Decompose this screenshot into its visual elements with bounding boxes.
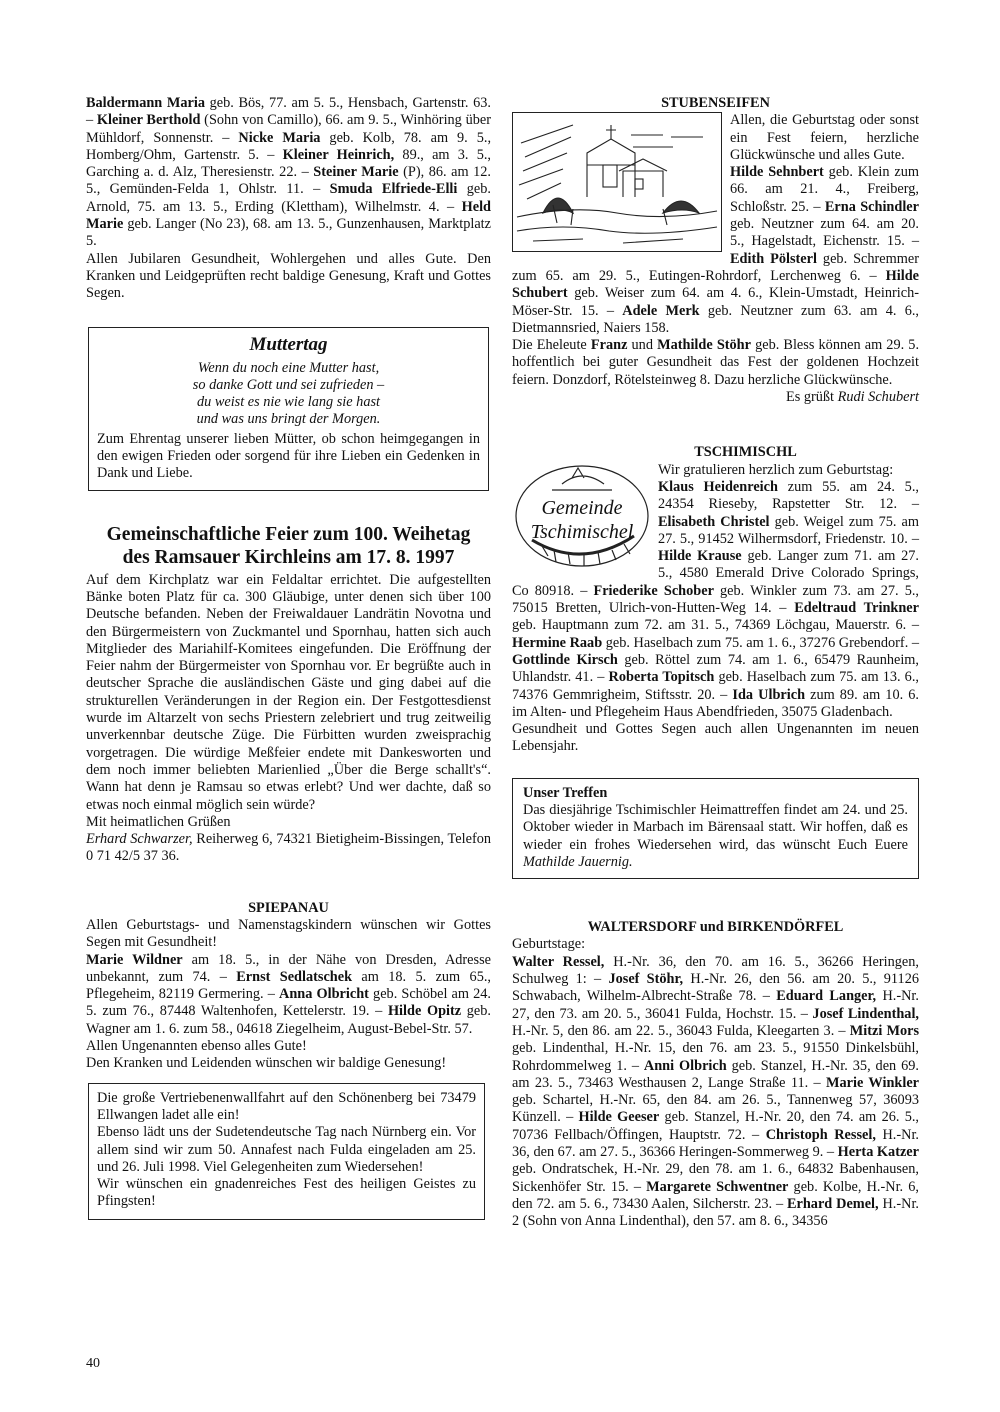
stubenseifen-signature: Es grüßt Rudi Schubert [785,389,919,406]
wallfahrt-text-2: Ebenso lädt uns der Sudetendeutsche Tag nach Nürnberg ein. Vor allem sind wir zum 50. Annafest nach Fulda eingeladen am 25. und 26. Juli 1998. Viel Gelegenheiten zum Wiedersehen! [97,1124,476,1175]
author-name: Rudi Schubert [837,389,919,406]
birthday-list-intro: Baldermann Maria geb. Bös, 77. am 5. 5., Hensbach, Gartenstr. 63. – Kleiner Berthold (Sohn von Camillo), 66. am 9. 5., Winhöring über Mühldorf, Sonnenstr. – Nicke Maria geb. Kolb, 78. am 9. 5., Homberg/Ohm, Gartenstr. 5. – Kleiner Heinrich, 89., am 3. 5., Garching a. d. Alz, Theresienstr. 22. – Steiner Marie (P), 86. am 12. 5., Gemünden-Felda 1, Ohlstr. 11. – Smuda Elfriede-Elli geb. Arnold, 75. am 13. 5., Erding (Klettham), Wilhelmstr. 4. – Held Marie geb. Langer (No 23), 68. am 13. 5., Gunzenhausen, Marktplatz 5. [86,95,492,250]
person-name: Ernst Sedlatschek [236,968,353,985]
waltersdorf-heading: WALTERSDORF und BIRKENDÖRFEL [587,919,844,936]
muttertag-box [88,327,489,491]
feier-body: Auf dem Kirchplatz war ein Feldaltar errichtet. Die aufgestellten Bänke boten Platz für ca. 300 Gläubige, unter denen sich über 100 Deutsche befanden. Neben der Freiwaldauer Landrätin Novotna und den Bürgermeistern von Zuckmantel und Spornhau, hatten sich auch Mitglieder des Mariahilf-Komitees eingefunden. Die Eröffnung der Feier nahm der Bürgermeister von Spornhau vor. Er begrüßte auch in deutscher Sprache die ausländischen Gäste und ging dabei auf die strukturellen Veränderungen in der Region ein. Der Festgottesdienst wurde im Altarzelt von sechs Priestern zelebriert und trug zeitweilig unverkennbar deutsche Züge. Die Fürbitten wurden zweisprachig vorgetragen. Die würdige Meßfeier endete mit Dankesworten und dem noch immer beliebten Marienlied „Über die Berge schallt's“. Wann hat denn je Ramsau so etwas erlebt? Und wer dachte, daß so etwas noch einmal möglich sein würde? [86,571,491,813]
tschimischl-list: Wir gratulieren herzlich zum Geburtstag: Klaus Heidenreich zum 55. am 24. 5., 24354 Rieseby, Rapstetter Str. 12. – Elisabeth Christel geb. Weigel zum 75. am 27. 5., 91452 Wilhermsdorf, Friedenstr. 10. – Hilde Krause geb. Langer zum 71. am 27. 5., 4580 Emerald Drive Colorado Springs, Co 80918. – Friederike Schober geb. Winkler zum 73. am 27. 5., 75015 Bretten, Ulrich-von-Hutten-Weg 14. – Edeltraud Trinkner geb. Hauptmann zum 72. am 31. 5., 74369 Löchgau, Mauerstr. 6. – Hermine Raab geb. Haselbach zum 75. am 1. 6., 37276 Grebendorf. – Gottlinde Kirsch geb. Röttel zum 74. am 1. 6., 65479 Raunheim, Uhlandstr. 41. – Roberta Topitsch geb. Haselbach zum 75. am 13. 6., 74376 Gemmrigheim, Stiftsstr. 20. – Ida Ulbrich zum 89. am 10. 6. im Alten- und Pflegeheim Haus Abendfrieden, 35075 Gladenbach. [512,461,920,720]
spiepanau-line1: Allen Ungenannten ebenso alles Gute! [86,1038,307,1055]
person-name: Franz [590,337,628,354]
muttertag-poem: Wenn du noch eine Mutter hast, so danke Gott und sei zufrieden – du weist es nie wie lang sie hast und was uns bringt der Morgen. [192,359,385,428]
person-name: Christoph Ressel, [765,1126,876,1143]
person-name: Hermine Raab [512,634,603,651]
right-column [512,95,919,1231]
person-name: Ida Ulbrich [732,686,806,703]
church-illustration [512,112,722,252]
muttertag-text: Zum Ehrentag unserer lieben Mütter, ob schon heimgegangen in den ewigen Frieden oder sorgend für ihre Lieben ein Gedenken in Dank und Liebe. [97,430,480,482]
spiepanau-heading: SPIEPANAU [248,899,329,916]
person-name: Edeltraud Trinkner [794,600,919,617]
person-name: Friederike Schober [593,582,714,599]
person-name: Anna Olbricht [279,986,369,1003]
person-name: Josef Lindenthal, [812,1005,919,1022]
person-name: Hilde Sehnbert [730,164,824,181]
person-name: Hilde Opitz [387,1003,462,1020]
stubenseifen-heading: STUBENSEIFEN [661,95,770,111]
spiepanau-list: Marie Wildner am 18. 5., in der Nähe von Dresden, Adresse unbekannt, zum 74. – Ernst Sedlatschek am 18. 5. zum 65., Pflegeheim, 82119 Germering. – Anna Olbricht geb. Schöbel am 24. 5. zum 76., 87448 Waltenhofen, Kettelerstr. 19. – Hilde Opitz geb. Wagner am 1. 6. zum 58., 04618 Ziegelheim, August-Bebel-Str. 57. [86,951,492,1037]
person-name: Anni Olbrich [643,1057,727,1074]
muttertag-title: Muttertag [249,333,328,355]
person-name: Edith Pölsterl [730,250,817,267]
person-name: Erna Schindler [824,198,919,215]
person-name: Hilde Krause [658,548,742,565]
feier-signature: Erhard Schwarzer, Reiherweg 6, 74321 Bietigheim-Bissingen, Telefon 0 71 42/5 37 36. [86,831,491,865]
person-name: Smuda Elfriede-Elli [329,181,458,198]
spiepanau-line2: Den Kranken und Leidenden wünschen wir baldige Genesung! [86,1055,447,1072]
person-name: Steiner Marie [313,164,399,181]
treffen-box [512,778,919,879]
person-name: Eduard Langer, [776,988,877,1005]
jubilee-greeting: Allen Jubilaren Gesundheit, Wohlergehen und alles Gute. Den Kranken und Leidgeprüften recht baldige Genesung, Kraft und Gottes Segen. [86,250,491,302]
feier-title: Gemeinschaftliche Feier zum 100. Weihetag des Ramsauer Kirchleins am 17. 8. 1997 [106,523,471,568]
person-name: Klaus Heidenreich [658,478,778,495]
seal-text: Gemeinde Tschimischel [530,496,634,543]
person-name: Walter Ressel, [512,953,605,970]
wallfahrt-text-1: Die große Vertriebenenwallfahrt auf den Schönenberg bei 73479 Ellwangen ladet alle ein! [97,1089,476,1123]
wallfahrt-text-3: Wir wünschen ein gnadenreiches Fest des heiligen Geistes zu Pfingsten! [97,1176,476,1210]
person-name: Mathilde Stöhr [657,337,751,354]
person-name: Josef Stöhr, [608,971,684,988]
feier-greeting: Mit heimatlichen Grüßen [86,813,231,830]
author-name: Erhard Schwarzer, [86,831,193,848]
person-name: Margarete Schwentner [646,1178,789,1195]
person-name: Marie Winkler [826,1074,920,1091]
person-name: Hilde Schubert [512,267,919,302]
tschimischl-heading: TSCHIMISCHL [694,444,797,461]
person-name: Marie Wildner [86,951,183,968]
waltersdorf-label: Geburtstage: [512,936,586,953]
person-name: Erhard Demel, [786,1195,879,1212]
person-name: Roberta Topitsch [608,669,715,686]
church-drawing [513,113,721,251]
gemeinde-seal [512,462,652,570]
person-name: Herta Katzer [837,1144,919,1161]
spiepanau-intro: Allen Geburtstags- und Namenstagskindern wünschen wir Gottes Segen mit Gesundheit! [86,916,491,951]
person-name: Kleiner Berthold [96,112,201,129]
treffen-title: Unser Treffen [523,784,608,801]
tschimischl-closing: Gesundheit und Gottes Segen auch allen Ungenannten im neuen Lebensjahr. [512,721,919,755]
person-name: Mitzi Mors [849,1022,920,1039]
person-name: Kleiner Heinrich, [282,146,395,163]
person-name: Elisabeth Christel [658,513,770,530]
golden-wedding-text: Die Eheleute Franz und Mathilde Stöhr geb. Bless können am 29. 5. hoffentlich bei guter Gesundheit das Fest der goldenen Hochzeit feiern. Donzdorf, Rötelsteinweg 8. Dazu herzliche Glückwünsche. [512,337,920,388]
stubenseifen-text: Allen, die Geburtstag oder sonst ein Fest feiern, herzliche Glückwünsche und alles Gute. Hilde Sehnbert geb. Klein zum 66. am 21. 4., Freiberg, Schloßstr. 25. – Erna Schindler geb. Neutzner zum 64. am 20. 5., Hagelstadt, Eichenstr. 15. – Edith Pölsterl geb. Schremmer zum 65. am 29. 5., Eutingen-Rohrdorf, Lerchenweg 6. – Hilde Schubert geb. Weiser zum 64. am 4. 6., Klein-Umstadt, Heinrich-Möser-Str. 15. – Adele Merk geb. Neutzner zum 63. am 4. 6., Dietmannsried, Naiers 158. [512,112,920,336]
person-name: Adele Merk [622,302,700,319]
person-name: Held Marie [86,198,491,233]
person-name: Hilde Geeser [578,1109,660,1126]
waltersdorf-list: Walter Ressel, H.-Nr. 36, den 70. am 16. 5., 36266 Heringen, Schulweg 1: – Josef Stöhr, H.-Nr. 26, den 56. am 20. 5., 91126 Schwabach, Wilhelm-Albrecht-Straße 78. – Eduard Langer, H.-Nr. 27, den 73. am 20. 5., 36041 Fulda, Hochstr. 15. – Josef Lindenthal, H.-Nr. 5, den 86. am 22. 5., 36043 Fulda, Kleegarten 3. – Mitzi Mors geb. Lindenthal, H.-Nr. 15, den 76. am 23. 5., 91550 Dinkelsbühl, Rohrdommelweg 1. – Anni Olbrich geb. Stanzel, H.-Nr. 35, den 69. am 23. 5., 73463 Westhausen 2, Lange Straße 11. – Marie Winkler geb. Schartel, H.-Nr. 65, den 84. am 26. 5., Tannenweg 57, 36093 Künzell. – Hilde Geeser geb. Stanzel, H.-Nr. 20, den 74. am 26. 5., 70736 Fellbach/Öffingen, Hauptstr. 72. – Christoph Ressel, H.-Nr. 36, den 67. am 27. 5., 36366 Heringen-Sommerweg 9. – Herta Katzer geb. Ondratschek, H.-Nr. 29, den 78. am 1. 6., 64832 Babenhausen, Sickenhöfer Str. 15. – Margarete Schwentner geb. Kolbe, H.-Nr. 6, den 72. am 5. 6., 73430 Aalen, Silcherstr. 23. – Erhard Demel, H.-Nr. 2 (Sohn von Anna Lindenthal), den 57. am 8. 6., 34356 [512,953,920,1230]
person-name: Nicke Maria [238,129,321,146]
page-number: 40 [86,1356,100,1371]
wallfahrt-box [88,1083,485,1220]
treffen-text: Das diesjährige Tschimischler Heimattreffen findet am 24. und 25. Oktober wieder in Marbach im Bärensaal statt. Wir hoffen, daß es wieder ein frohes Wiedersehen wird, das wünscht Euch Euere Mathilde Jauernig. [523,801,908,870]
person-name: Baldermann Maria [86,95,206,111]
left-column [86,95,491,1220]
author-name: Mathilde Jauernig. [523,853,633,870]
person-name: Gottlinde Kirsch [512,651,618,668]
